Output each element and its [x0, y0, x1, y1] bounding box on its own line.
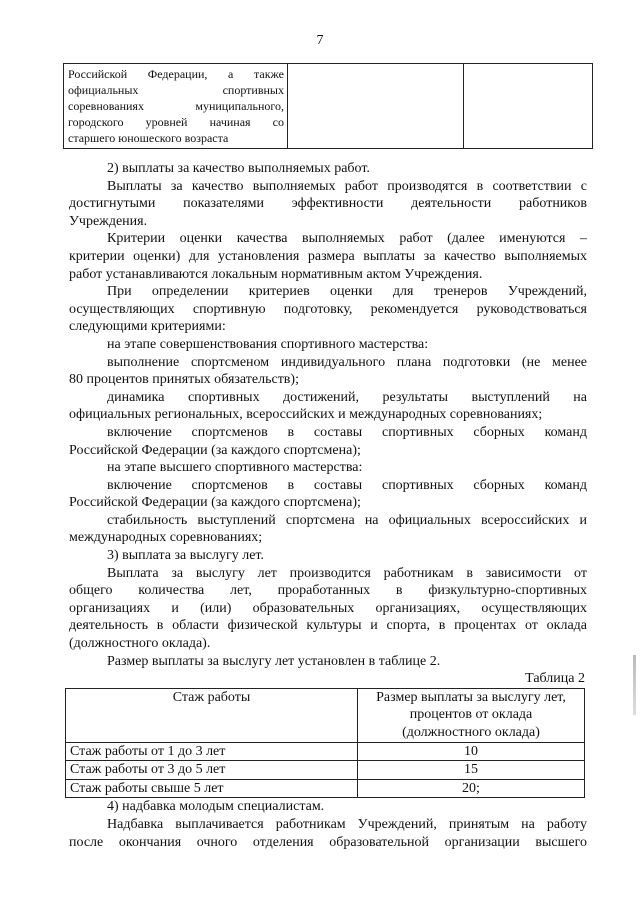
- text-line: Выплаты за качество выполняемых работ производятся в соответствии с: [107, 178, 587, 194]
- text-line: выполнение спортсменом индивидуального плана подготовки (не менее: [107, 354, 587, 370]
- table-row: [66, 761, 585, 780]
- cell-line: городского уровней начиная со: [68, 115, 284, 129]
- criterion: [69, 389, 587, 424]
- text-line: включение спортсменов в составы спортивных сборных команд: [107, 424, 587, 440]
- row-value: 20;: [358, 779, 585, 798]
- text-line: Выплата за выслугу лет производится работникам в зависимости от: [107, 565, 587, 581]
- criterion: [69, 354, 587, 389]
- text-line: включение спортсменов в составы спортивных сборных команд: [107, 477, 587, 493]
- table-cell-empty: [288, 64, 464, 149]
- table-caption: Таблица 2: [525, 671, 585, 687]
- text-line: деятельность в области физической культуры и спорта, в процентах от оклада: [69, 618, 587, 634]
- text-line: Учреждения.: [69, 213, 148, 229]
- cell-line: старшего юношеского возраста: [68, 131, 229, 145]
- text-line: динамика спортивных достижений, результаты выступлений на: [107, 389, 587, 405]
- criterion: [69, 477, 587, 512]
- item-heading: 4) надбавка молодым специалистам.: [107, 799, 325, 815]
- row-label: Стаж работы свыше 5 лет: [66, 779, 358, 798]
- column-header: Стаж работы: [66, 688, 358, 742]
- row-value: 15: [358, 761, 585, 780]
- text-line: стабильность выступлений спортсмена на официальных всероссийских и: [107, 512, 587, 528]
- text-line: после окончания очного отделения образовательной организации высшего: [69, 834, 587, 850]
- row-label: Стаж работы от 3 до 5 лет: [66, 761, 358, 780]
- item-heading: 3) выплата за выслугу лет.: [107, 548, 264, 564]
- text-line: общего количества лет, проработанных в физкультурно-спортивных: [69, 583, 587, 599]
- row-value: 10: [358, 742, 585, 761]
- text-line: организациях и (или) образовательных организациях, осуществляющих: [69, 600, 587, 616]
- table-row: [64, 64, 593, 149]
- table-row: [66, 779, 585, 798]
- stage-heading: на этапе совершенствования спортивного мастерства:: [107, 336, 429, 352]
- text-line: (должностного оклада).: [69, 636, 211, 652]
- paragraph: [69, 283, 587, 336]
- cell-line: соревнованиях муниципального,: [68, 99, 284, 113]
- paragraph: Размер выплаты за выслугу лет установлен в таблице 2.: [107, 653, 441, 669]
- header-line: процентов от оклада: [409, 707, 533, 723]
- cell-line: Российской Федерации, а также: [68, 67, 284, 81]
- text-line: Критерии оценки качества выполняемых работ (далее именуются –: [107, 231, 587, 247]
- text-line: следующими критериями:: [69, 319, 226, 335]
- continuation-table: [63, 63, 593, 149]
- table-header-row: [66, 688, 585, 742]
- seniority-table: [65, 688, 585, 799]
- paragraph: [69, 230, 587, 283]
- row-label: Стаж работы от 1 до 3 лет: [66, 742, 358, 761]
- cell-line: официальных спортивных: [68, 83, 284, 97]
- table-cell-empty: [464, 64, 593, 149]
- stage-heading: на этапе высшего спортивного мастерства:: [107, 460, 363, 476]
- text-line: Российской Федерации (за каждого спортсмена);: [69, 495, 361, 511]
- paragraph: [69, 816, 587, 851]
- table-row: [66, 742, 585, 761]
- item-heading: 2) выплаты за качество выполняемых работ.: [107, 161, 370, 176]
- text-line: Российской Федерации (за каждого спортсмена);: [69, 442, 361, 458]
- text-line: работ устанавливаются локальным нормативным актом Учреждения.: [69, 266, 483, 282]
- text-line: международных соревнованиях;: [69, 530, 263, 546]
- header-line: (должностного оклада): [402, 725, 540, 740]
- text-line: Надбавка выплачивается работникам Учреждений, принятым на работу: [107, 816, 587, 832]
- document-body: [69, 160, 587, 851]
- scan-edge-mark: [633, 655, 636, 715]
- text-line: достигнутыми показателями эффективности деятельности работников: [69, 196, 587, 212]
- criterion: [69, 424, 587, 459]
- header-line: Размер выплаты за выслугу лет,: [376, 689, 566, 705]
- criterion: [69, 512, 587, 547]
- text-line: осуществляющих спортивную подготовку, рекомендуется руководствоваться: [69, 301, 587, 317]
- text-line: официальных региональных, всероссийских и международных соревнованиях;: [69, 407, 543, 423]
- paragraph: [69, 178, 587, 231]
- paragraph: [69, 565, 587, 653]
- text-line: При определении критериев оценки для тренеров Учреждений,: [107, 284, 587, 300]
- text-line: критерии оценки) для установления размера выплаты за качество выполняемых: [69, 248, 587, 264]
- table-cell: [64, 64, 288, 149]
- column-header: [358, 688, 585, 742]
- text-line: 80 процентов принятых обязательств);: [69, 372, 299, 388]
- page-number: 7: [316, 33, 324, 48]
